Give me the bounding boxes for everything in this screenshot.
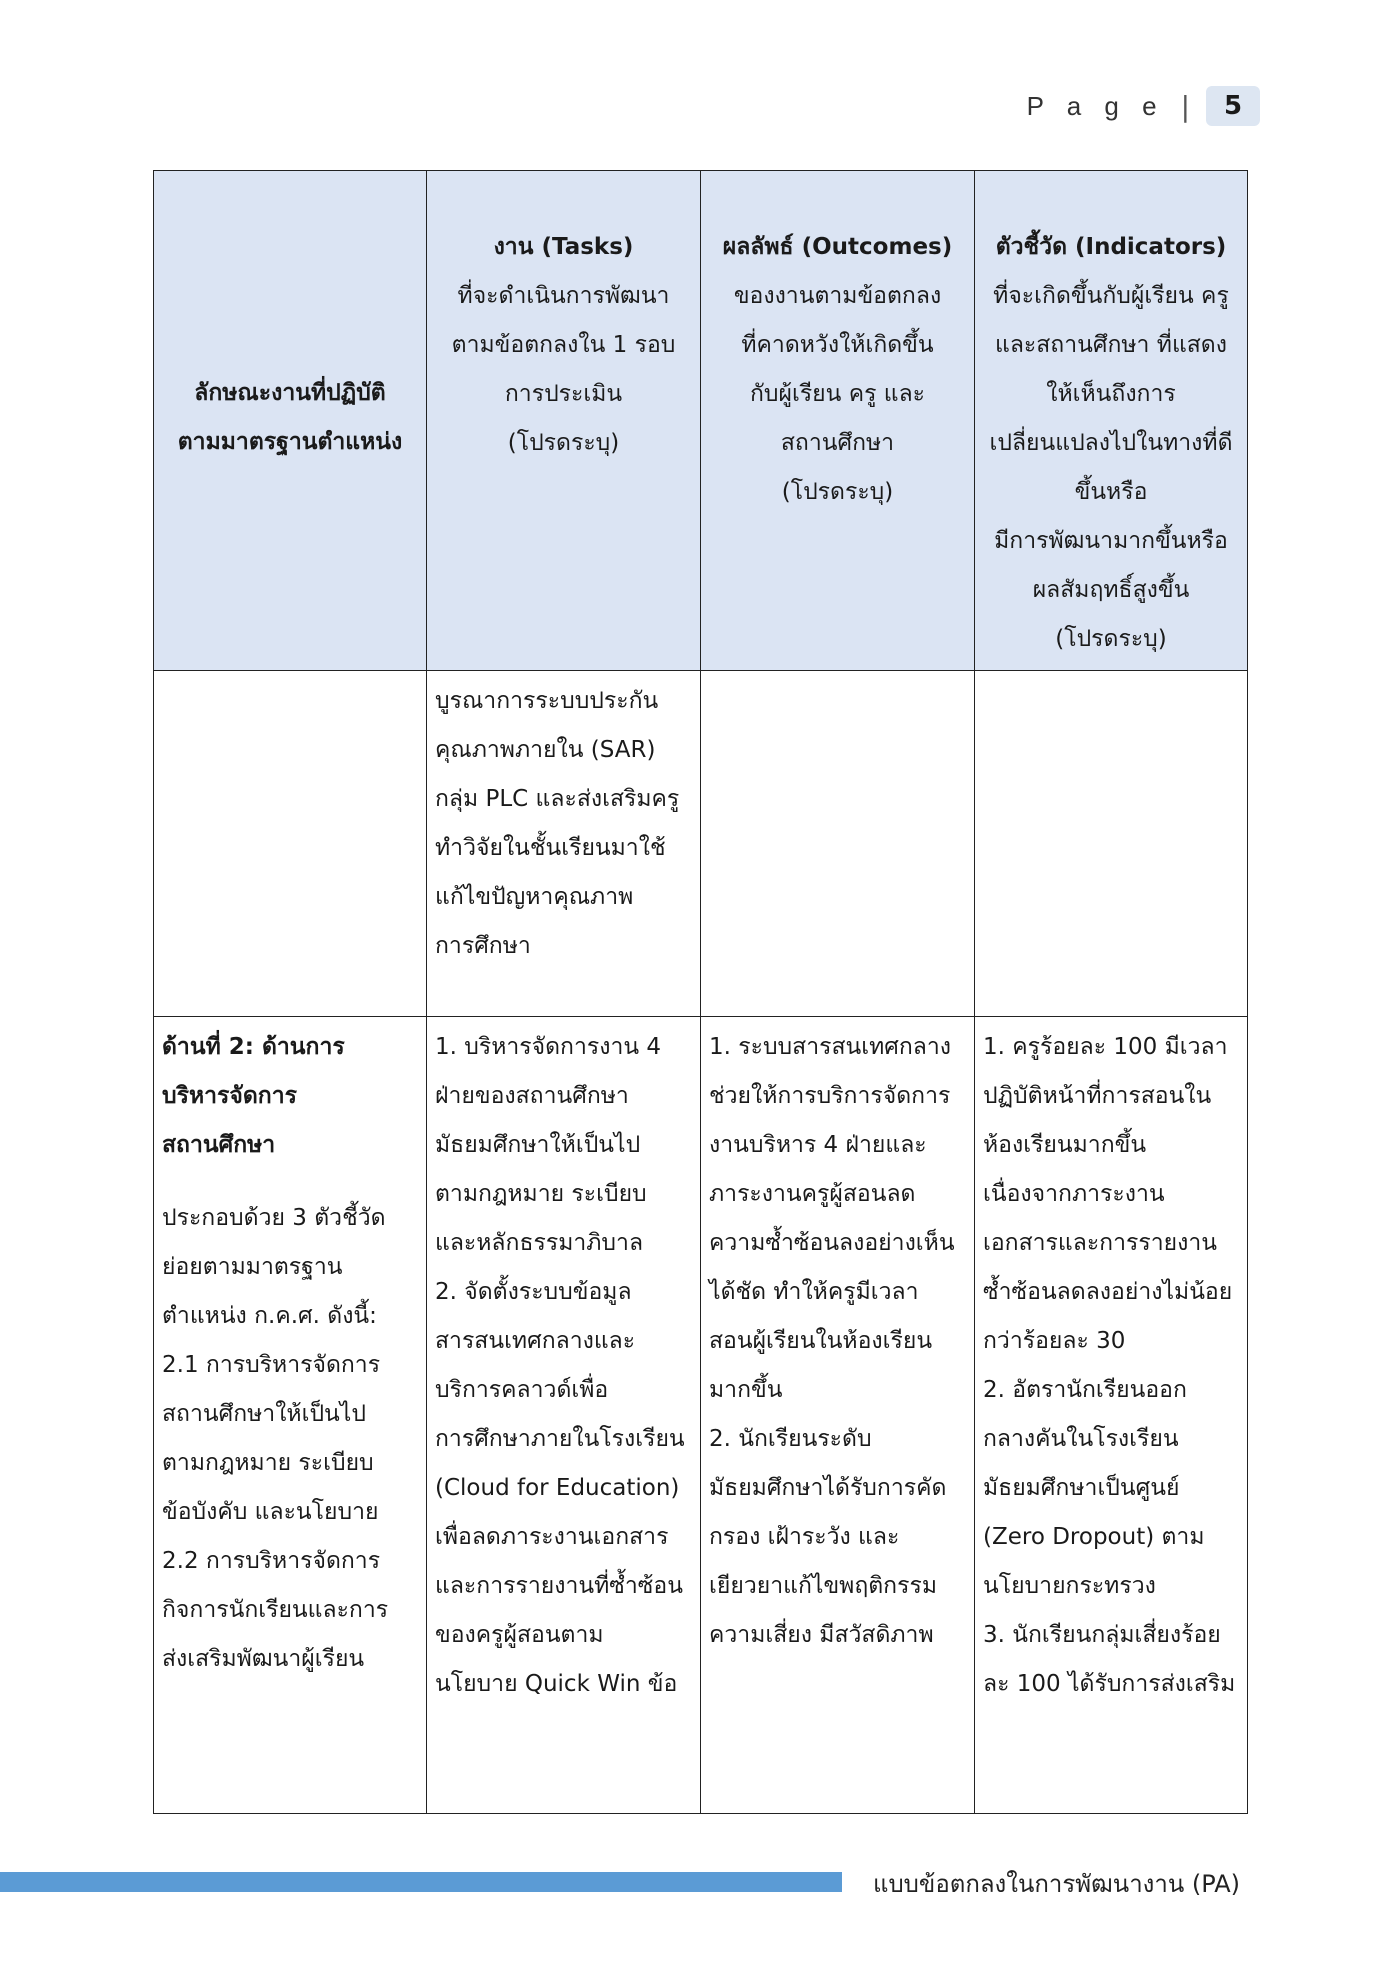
header-text: เปลี่ยนแปลงไปในทางที่ดี <box>989 430 1233 456</box>
header-text: ที่คาดหวังให้เกิดขึ้น <box>741 332 934 358</box>
header-cell-standard <box>154 171 427 671</box>
cell-text: ความเสี่ยง มีสวัสดิภาพ <box>709 1622 934 1648</box>
cell-text: นโยบายกระทรวง <box>983 1573 1156 1599</box>
cell-text: นโยบาย Quick Win ข้อ <box>435 1671 678 1697</box>
cell-indicators-empty <box>975 671 1248 1017</box>
spacer <box>162 1170 418 1194</box>
header-text: ตามข้อตกลงใน 1 รอบ <box>451 332 676 358</box>
cell-text: 2. นักเรียนระดับ <box>709 1426 872 1452</box>
cell-text: ฝ่ายของสถานศึกษา <box>435 1083 629 1109</box>
cell-text: สารสนเทศกลางและ <box>435 1328 636 1354</box>
header-text: สถานศึกษา <box>780 430 895 456</box>
cell-text: เนื่องจากภาระงาน <box>983 1181 1165 1207</box>
cell-text-bold: ด้านที่ 2: ด้านการ <box>162 1034 345 1060</box>
cell-tasks <box>427 671 701 1017</box>
cell-text: 2.1 การบริหารจัดการ <box>162 1352 381 1378</box>
cell-standard <box>154 1017 427 1814</box>
header-text: ที่จะดำเนินการพัฒนา <box>457 283 670 309</box>
header-text: ผลสัมฤทธิ์สูงขึ้น <box>1032 577 1190 603</box>
cell-text: (Zero Dropout) ตาม <box>983 1524 1205 1550</box>
cell-text: ห้องเรียนมากขึ้น <box>983 1132 1147 1158</box>
header-text: ลักษณะงานที่ปฏิบัติ <box>194 379 386 406</box>
cell-text: การศึกษา <box>435 933 531 959</box>
cell-text: ช่วยให้การบริการจัดการ <box>709 1083 951 1109</box>
cell-text: มากขึ้น <box>709 1377 783 1403</box>
cell-text: แก้ไขปัญหาคุณภาพ <box>435 884 634 910</box>
cell-text: กว่าร้อยละ 30 <box>983 1328 1126 1354</box>
cell-text: ตำแหน่ง ก.ค.ศ. ดังนี้: <box>162 1303 377 1329</box>
header-text: ตามมาตรฐานตำแหน่ง <box>177 428 403 455</box>
header-text: (โปรดระบุ) <box>781 479 894 505</box>
cell-text: ละ 100 ได้รับการส่งเสริม <box>983 1671 1236 1697</box>
cell-text: เยียวยาแก้ไขพฤติกรรม <box>709 1573 937 1599</box>
cell-text: 1. บริหารจัดการงาน 4 <box>435 1034 662 1060</box>
cell-text: มัธยมศึกษาให้เป็นไป <box>435 1132 641 1158</box>
cell-text-bold: สถานศึกษา <box>162 1132 276 1158</box>
pa-agreement-table <box>153 170 1248 1814</box>
cell-text: 1. ระบบสารสนเทศกลาง <box>709 1034 952 1060</box>
cell-text: สอนผู้เรียนในห้องเรียน <box>709 1328 933 1354</box>
cell-text: (Cloud for Education) <box>435 1475 680 1501</box>
cell-tasks <box>427 1017 701 1814</box>
cell-text: ของครูผู้สอนตาม <box>435 1622 604 1648</box>
cell-text: บริการคลาวด์เพื่อ <box>435 1377 609 1403</box>
footer-title: แบบข้อตกลงในการพัฒนางาน (PA) <box>872 1870 1240 1898</box>
header-title: ตัวชี้วัด (Indicators) <box>995 234 1227 260</box>
cell-text: การศึกษาภายในโรงเรียน <box>435 1426 685 1452</box>
cell-text: ทำวิจัยในชั้นเรียนมาใช้ <box>435 835 666 861</box>
table-row <box>154 1017 1248 1814</box>
header-text: ขึ้นหรือ <box>1074 479 1148 505</box>
header-text: ให้เห็นถึงการ <box>1046 381 1176 407</box>
table-header-row <box>154 171 1248 671</box>
page-separator: | <box>1180 89 1190 123</box>
table-row <box>154 671 1248 1017</box>
cell-text: เอกสารและการรายงาน <box>983 1230 1217 1256</box>
cell-text: ย่อยตามมาตรฐาน <box>162 1254 343 1280</box>
cell-standard-empty <box>154 671 427 1017</box>
cell-text: ภาระงานครูผู้สอนลด <box>709 1181 916 1207</box>
page-header <box>1027 84 1260 128</box>
cell-text: ได้ชัด ทำให้ครูมีเวลา <box>709 1279 919 1305</box>
cell-text: มัธยมศึกษาเป็นศูนย์ <box>983 1475 1180 1501</box>
header-cell-indicators <box>975 171 1248 671</box>
cell-text: ความซ้ำซ้อนลงอย่างเห็น <box>709 1230 955 1256</box>
header-text: (โปรดระบุ) <box>507 430 620 456</box>
footer-accent-bar <box>0 1872 842 1892</box>
page-label: P a g e <box>1026 90 1165 121</box>
cell-text-bold: บริหารจัดการ <box>162 1083 297 1109</box>
page-number-badge: 5 <box>1206 86 1260 126</box>
cell-text: ตามกฎหมาย ระเบียบ <box>162 1450 374 1476</box>
cell-text: และการรายงานที่ซ้ำซ้อน <box>435 1573 683 1599</box>
cell-indicators <box>975 1017 1248 1814</box>
cell-text: 2.2 การบริหารจัดการ <box>162 1548 381 1574</box>
cell-text: กลุ่ม PLC และส่งเสริมครู <box>435 786 680 812</box>
cell-text: ซ้ำซ้อนลดลงอย่างไม่น้อย <box>983 1279 1233 1305</box>
cell-text: 2. จัดตั้งระบบข้อมูล <box>435 1279 632 1305</box>
cell-text: กิจการนักเรียนและการ <box>162 1597 389 1623</box>
cell-text: ปฏิบัติหน้าที่การสอนใน <box>983 1083 1212 1109</box>
header-text: ของงานตามข้อตกลง <box>733 283 942 309</box>
header-text: ที่จะเกิดขึ้นกับผู้เรียน ครู <box>993 283 1229 309</box>
header-title: ผลลัพธ์ (Outcomes) <box>722 234 953 260</box>
header-cell-tasks <box>427 171 701 671</box>
cell-outcomes-empty <box>701 671 975 1017</box>
cell-text: งานบริหาร 4 ฝ่ายและ <box>709 1132 927 1158</box>
cell-text: และหลักธรรมาภิบาล <box>435 1230 644 1256</box>
cell-text: ส่งเสริมพัฒนาผู้เรียน <box>162 1646 365 1672</box>
cell-text: ข้อบังคับ และนโยบาย <box>162 1499 379 1525</box>
header-text: และสถานศึกษา ที่แสดง <box>995 332 1227 358</box>
cell-text: คุณภาพภายใน (SAR) <box>435 737 656 763</box>
cell-text: กลางคันในโรงเรียน <box>983 1426 1179 1452</box>
cell-text: ตามกฎหมาย ระเบียบ <box>435 1181 647 1207</box>
header-cell-outcomes <box>701 171 975 671</box>
header-text: กับผู้เรียน ครู และ <box>749 381 926 407</box>
header-text: มีการพัฒนามากขึ้นหรือ <box>994 528 1228 554</box>
cell-text: กรอง เฝ้าระวัง และ <box>709 1524 900 1550</box>
header-text: (โปรดระบุ) <box>1055 626 1167 652</box>
cell-text: มัธยมศึกษาได้รับการคัด <box>709 1475 947 1501</box>
header-text: การประเมิน <box>504 381 623 407</box>
cell-text: 2. อัตรานักเรียนออก <box>983 1377 1187 1403</box>
cell-text: สถานศึกษาให้เป็นไป <box>162 1401 366 1427</box>
cell-text: เพื่อลดภาระงานเอกสาร <box>435 1524 669 1550</box>
cell-outcomes <box>701 1017 975 1814</box>
cell-text: บูรณาการระบบประกัน <box>435 688 659 714</box>
cell-text: ประกอบด้วย 3 ตัวชี้วัด <box>162 1205 386 1231</box>
cell-text: 1. ครูร้อยละ 100 มีเวลา <box>983 1034 1228 1060</box>
header-title: งาน (Tasks) <box>493 234 634 260</box>
cell-text: 3. นักเรียนกลุ่มเสี่ยงร้อย <box>983 1622 1221 1648</box>
